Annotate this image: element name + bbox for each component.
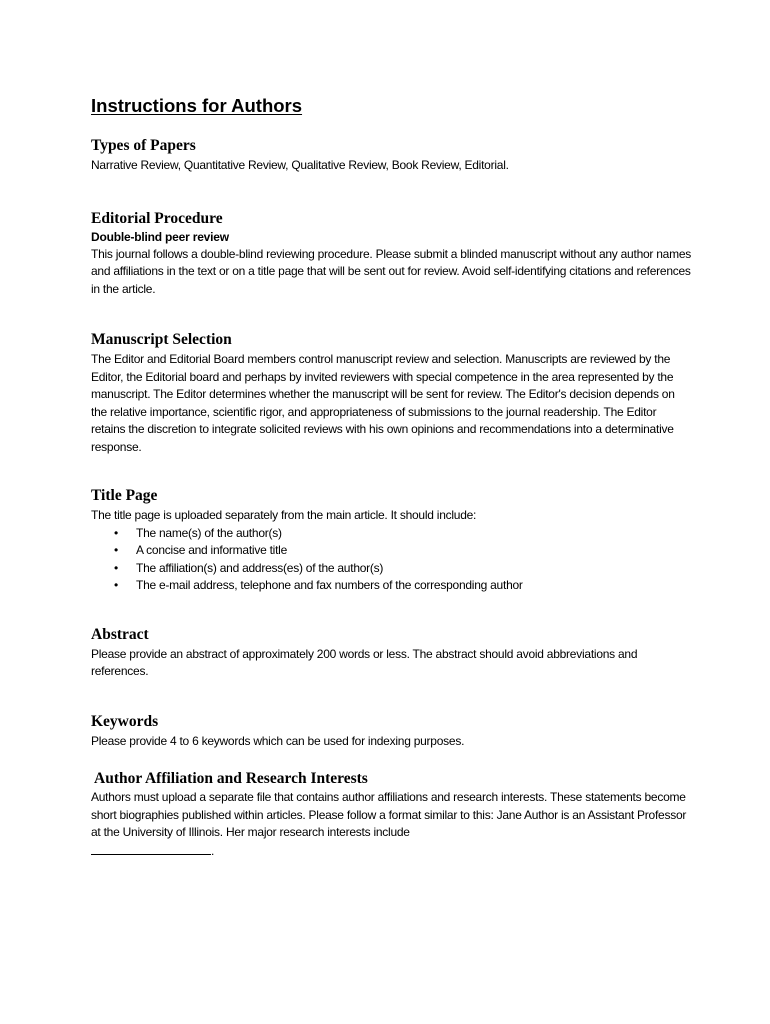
section-text: This journal follows a double-blind reviewing procedure. Please submit a blinded manuscript without any author names and affiliations in the text or on a title page that will be sent out for review. Avoid self-identifying citations and references in the article. xyxy=(91,246,692,296)
fill-in-blank xyxy=(91,842,211,855)
section-text: Narrative Review, Quantitative Review, Qualitative Review, Book Review, Editorial. xyxy=(91,158,509,172)
section-manuscript-selection xyxy=(91,330,691,456)
section-heading: Keywords xyxy=(91,712,159,730)
section-text: The Editor and Editorial Board members control manuscript review and selection. Manuscripts are reviewed by the Editor, the Editorial board and perhaps by invited reviewers with special competence in the area represented by the manuscript. The Editor determines whether the manuscript will be sent for review. The Editor's decision depends on the relative importance, scientific rigor, and appropriateness of submissions to the journal readership. The Editor retains the discretion to integrate solicited reviews with his own opinions and recommendations into a determinative response. xyxy=(91,352,675,454)
list-item xyxy=(91,560,691,578)
list-item-text: A concise and informative title xyxy=(136,543,287,557)
section-keywords xyxy=(91,712,691,751)
trailing-period: . xyxy=(211,843,215,858)
title-page-bullet-list xyxy=(91,525,691,595)
bullet-icon: • xyxy=(114,525,118,540)
section-text: Please provide 4 to 6 keywords which can be used for indexing purposes. xyxy=(91,733,465,748)
page-title: Instructions for Authors xyxy=(91,95,303,116)
bullet-icon: • xyxy=(114,578,118,592)
section-subheading: Double-blind peer review xyxy=(91,229,229,244)
section-heading: Editorial Procedure xyxy=(91,209,223,227)
list-item xyxy=(91,542,691,560)
bullet-icon: • xyxy=(114,543,118,557)
section-types-of-papers xyxy=(91,136,691,175)
list-item-text: The name(s) of the author(s) xyxy=(136,525,282,540)
section-heading: Author Affiliation and Research Interests xyxy=(94,770,368,787)
section-heading: Title Page xyxy=(91,487,158,504)
section-heading: Types of Papers xyxy=(91,137,196,154)
list-item xyxy=(91,525,691,543)
section-abstract xyxy=(91,625,691,681)
section-author-affiliation xyxy=(91,769,691,860)
section-text: Please provide an abstract of approximately 200 words or less. The abstract should avoid abbreviations and references. xyxy=(91,646,638,678)
section-heading: Manuscript Selection xyxy=(91,331,232,348)
section-text: Authors must upload a separate file that contains author affiliations and research interests. These statements become short biographies published within articles. Please follow a format similar to this: Jane Author is an Assistant Professor at the University of Illinois. Her major research interests include xyxy=(91,790,687,839)
section-title-page xyxy=(91,486,691,595)
document-page xyxy=(91,94,691,860)
section-heading: Abstract xyxy=(91,625,149,643)
list-item-text: The affiliation(s) and address(es) of the author(s) xyxy=(136,560,384,575)
list-item-text: The e-mail address, telephone and fax numbers of the corresponding author xyxy=(136,578,523,592)
bullet-icon: • xyxy=(114,560,118,575)
section-text: The title page is uploaded separately from the main article. It should include: xyxy=(91,508,477,522)
section-editorial-procedure xyxy=(91,209,691,299)
list-item xyxy=(91,577,691,595)
section-text-paragraph xyxy=(91,789,691,860)
